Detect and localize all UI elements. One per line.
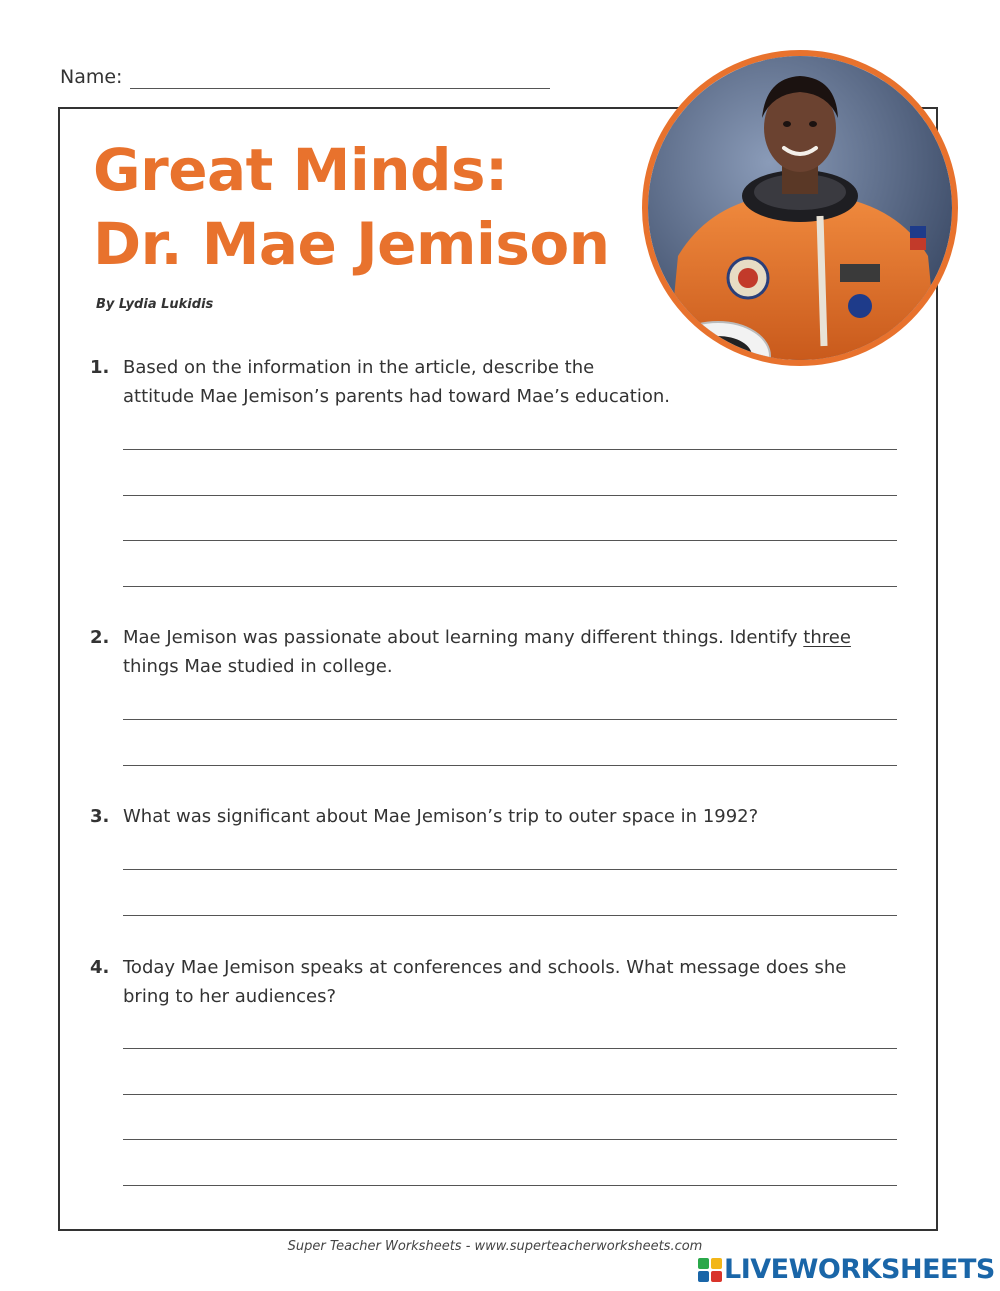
name-label: Name: bbox=[60, 66, 123, 88]
question-line bbox=[123, 623, 903, 652]
question-text-part: Mae Jemison was passionate about learning many different things. Identify bbox=[123, 627, 804, 648]
answer-line[interactable] bbox=[123, 1139, 897, 1140]
question-line: attitude Mae Jemison’s parents had toward Mae’s education. bbox=[123, 386, 670, 407]
question-3 bbox=[90, 802, 950, 832]
footer-credit: Super Teacher Worksheets - www.superteacherworksheets.com bbox=[287, 1239, 703, 1254]
question-line: bring to her audiences? bbox=[123, 986, 337, 1007]
answer-line[interactable] bbox=[123, 449, 897, 450]
answer-line[interactable] bbox=[123, 1094, 897, 1095]
underlined-word: three bbox=[803, 627, 851, 648]
question-line: things Mae studied in college. bbox=[123, 656, 393, 677]
question-text bbox=[123, 953, 903, 1011]
page-title bbox=[93, 133, 609, 281]
answer-line[interactable] bbox=[123, 765, 897, 766]
question-number: 2. bbox=[90, 627, 110, 648]
question-number: 3. bbox=[90, 806, 110, 827]
question-1 bbox=[90, 353, 950, 413]
question-line: Based on the information in the article, describe the bbox=[123, 357, 595, 378]
answer-line[interactable] bbox=[123, 869, 897, 870]
answer-line[interactable] bbox=[123, 540, 897, 541]
answer-line[interactable] bbox=[123, 1185, 897, 1186]
brand-text: LIVEWORKSHEETS bbox=[724, 1254, 995, 1285]
question-text bbox=[123, 353, 903, 411]
answer-line[interactable] bbox=[123, 915, 897, 916]
answer-line[interactable] bbox=[123, 495, 897, 496]
astronaut-portrait bbox=[642, 50, 958, 366]
name-field[interactable] bbox=[130, 88, 550, 89]
question-text bbox=[123, 623, 903, 681]
answer-line[interactable] bbox=[123, 586, 897, 587]
astronaut-icon bbox=[648, 56, 952, 360]
title-line-2: Dr. Mae Jemison bbox=[93, 210, 610, 278]
liveworksheets-icon bbox=[698, 1258, 722, 1282]
byline: By Lydia Lukidis bbox=[96, 297, 214, 312]
question-line: Today Mae Jemison speaks at conferences and schools. What message does she bbox=[123, 957, 847, 978]
question-text bbox=[123, 802, 903, 831]
question-number: 4. bbox=[90, 957, 110, 978]
answer-line[interactable] bbox=[123, 719, 897, 720]
question-4 bbox=[90, 953, 950, 1013]
question-2 bbox=[90, 623, 950, 683]
question-number: 1. bbox=[90, 357, 110, 378]
title-line-1: Great Minds: bbox=[93, 136, 508, 204]
answer-line[interactable] bbox=[123, 1048, 897, 1049]
question-line: What was significant about Mae Jemison’s trip to outer space in 1992? bbox=[123, 806, 759, 827]
